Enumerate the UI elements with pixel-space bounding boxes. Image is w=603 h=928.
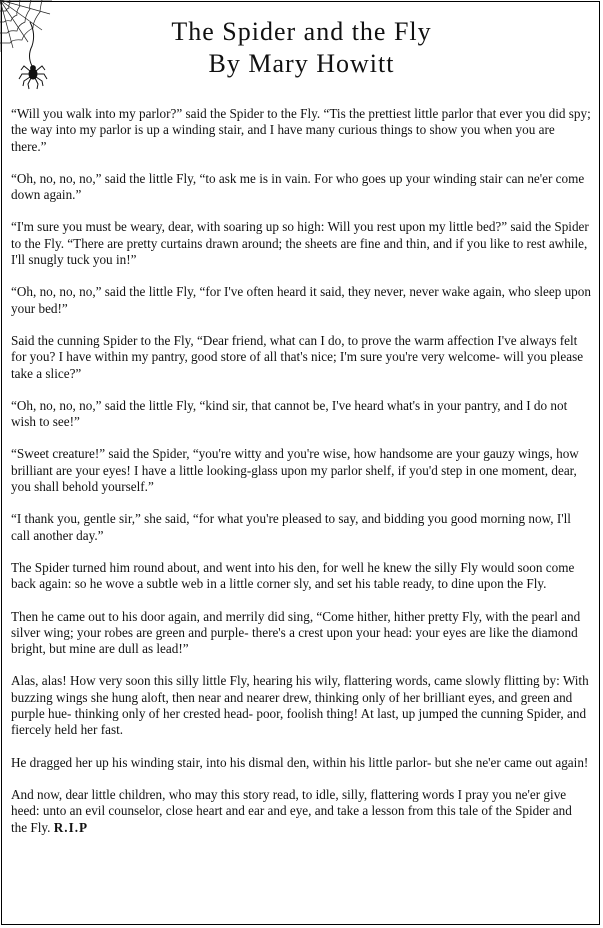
paragraph: “I thank you, gentle sir,” she said, “for what you're pleased to say, and bidding you good morning now, I'll call another day.” (11, 511, 571, 543)
paragraph: He dragged her up his winding stair, into his dismal den, within his little parlor- but she ne'er came out again! (11, 754, 589, 770)
author-line: By Mary Howitt (208, 49, 395, 78)
final-paragraph (11, 787, 591, 836)
page-title (0, 16, 603, 80)
paragraph: The Spider turned him round about, and went into his den, for well he knew the silly Fly would soon come back again: so he wove a subtle web in a little corner sly, and set his table ready, to dine upon the Fly. (11, 559, 575, 592)
paragraph: Alas, alas! How very soon this silly little Fly, hearing his wily, flattering words, came slowly flitting by: With buzzing wings she hung aloft, then near and nearer drew, thinking only of her brilliant eyes, and green and purple hue- thinking only of her crested head- poor, foolish thing! At last, up jumped the cunning Spider, and fiercely held her fast. (11, 673, 589, 738)
paragraph: Then he came out to his door again, and merrily did sing, “Come hither, hither pretty Fly, with the pearl and silver wing; your robes are green and purple- there's a crest upon your head: your eyes are like the diamond bright, but mine are dull as lead!” (11, 608, 581, 657)
paragraph: “I'm sure you must be weary, dear, with soaring up so high: Will you rest upon my little bed?” said the Spider to the Fly. “There are pretty curtains drawn around; the sheets are fine and thin, and if you like to rest awhile, I'll snugly tuck you in!” (11, 219, 589, 268)
title-line: The Spider and the Fly (171, 17, 432, 46)
paragraph: “Oh, no, no, no,” said the little Fly, “for I've often heard it said, they never, never wake again, who sleep upon your bed!” (11, 284, 591, 316)
paragraph: “Will you walk into my parlor?” said the Spider to the Fly. “Tis the prettiest little parlor that ever you did spy; the way into my parlor is up a winding stair, and I have many curious things to show you when you are there.” (11, 106, 591, 154)
paragraph: “Oh, no, no, no,” said the little Fly, “kind sir, that cannot be, I've heard what's in your pantry, and I do not wish to see!” (11, 397, 568, 430)
paragraph: Said the cunning Spider to the Fly, “Dear friend, what can I do, to prove the warm affection I've always felt for you? I have within my pantry, good store of all that's nice; I'm sure you're very welcome- will you please take a slice?” (11, 332, 584, 381)
paragraph: “Oh, no, no, no,” said the little Fly, “to ask me is in vain. For who goes up your winding stair can ne'er come down again.” (11, 170, 585, 203)
poem-body (11, 106, 591, 852)
paragraph: “Sweet creature!” said the Spider, “you're witty and you're wise, how handsome are your gauzy wings, how brilliant are your eyes! I have a little looking-glass upon my parlor shelf, if you'd step in one moment, dear, you shall behold yourself.” (11, 446, 579, 495)
closing-mark: R.I.P (53, 819, 89, 835)
paragraph-text: And now, dear little children, who may this story read, to idle, silly, flattering words I pray you ne'er give heed: unto an evil counselor, close heart and ear and eye, and take a lesson from this tale of the Spider and the Fly. (11, 786, 572, 835)
